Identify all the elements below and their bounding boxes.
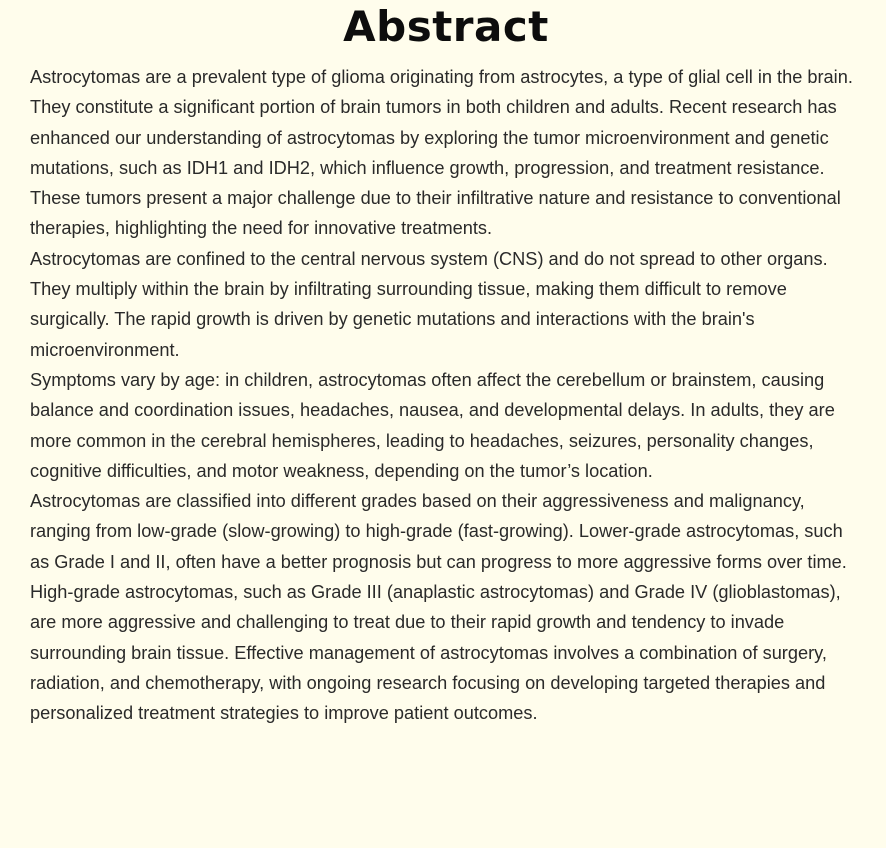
abstract-paragraph-1: Astrocytomas are a prevalent type of glioma originating from astrocytes, a type of glial cell in the brain. They constitute a significant portion of brain tumors in both children and adults. Recent research has enhanced our understanding of astrocytomas by exploring the tumor microenvironment and genetic mutations, such as IDH1 and IDH2, which influence growth, progression, and treatment resistance. These tumors present a major challenge due to their infiltrative nature and resistance to conventional therapies, highlighting the need for innovative treatments. <box>30 67 853 239</box>
abstract-paragraph-4: Astrocytomas are classified into different grades based on their aggressiveness and malignancy, ranging from low-grade (slow-growing) to high-grade (fast-growing). Lower-grade astrocytomas, such as Grade I and II, often have a better prognosis but can progress to more aggressive forms over time. High-grade astrocytomas, such as Grade III (anaplastic astrocytomas) and Grade IV (glioblastomas), are more aggressive and challenging to treat due to their rapid growth and tendency to invade surrounding brain tissue. Effective management of astrocytomas involves a combination of surgery, radiation, and chemotherapy, with ongoing research focusing on developing targeted therapies and personalized treatment strategies to improve patient outcomes. <box>30 491 847 724</box>
abstract-paragraph-2: Astrocytomas are confined to the central nervous system (CNS) and do not spread to other organs. They multiply within the brain by infiltrating surrounding tissue, making them difficult to remove surgically. The rapid growth is driven by genetic mutations and interactions with the brain's microenvironment. <box>30 248 828 360</box>
abstract-body <box>30 62 862 729</box>
abstract-paragraph-3: Symptoms vary by age: in children, astrocytomas often affect the cerebellum or brainstem, causing balance and coordination issues, headaches, nausea, and developmental delays. In adults, they are more common in the cerebral hemispheres, leading to headaches, seizures, personality changes, cognitive difficulties, and motor weakness, depending on the tumor’s location. <box>30 369 835 481</box>
abstract-page <box>0 2 886 848</box>
abstract-title: Abstract <box>343 2 549 51</box>
